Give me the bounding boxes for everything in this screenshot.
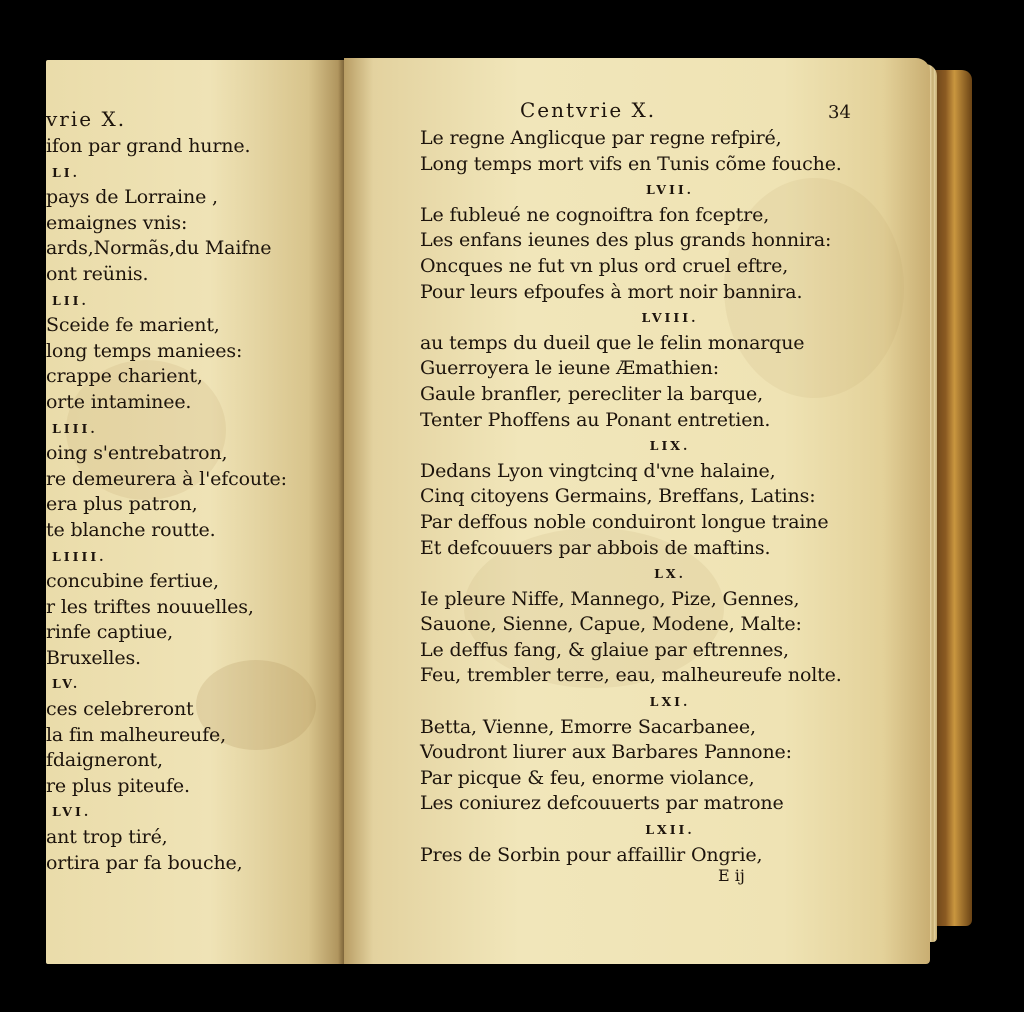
verse-line: Par picque & feu, enorme violance, xyxy=(420,766,755,789)
verse-line: Pres de Sorbin pour affaillir Ongrie, xyxy=(420,843,763,866)
quatrain-numeral: LIX. xyxy=(649,438,691,454)
verse-line: Par deffous noble conduiront longue traine xyxy=(420,510,829,533)
verse-line: Le deffus fang, & glaiue par eftrennes, xyxy=(420,638,789,661)
verse-line: Oncques ne fut vn plus ord cruel eftre, xyxy=(420,254,789,277)
verse-line: Les enfans ieunes des plus grands honnira: xyxy=(420,229,832,252)
quatrain-numeral: LVI. xyxy=(52,804,92,820)
verse-line: ces celebreront xyxy=(46,698,194,721)
quatrain-numeral: LVII. xyxy=(645,182,695,198)
quatrain-numeral: LX. xyxy=(654,566,686,582)
verse-line: ont reünis. xyxy=(46,262,149,285)
verse-line: rinfe captiue, xyxy=(46,621,173,644)
running-head-right: Centvrie X. xyxy=(520,98,657,122)
verse-line: Les coniurez defcouuerts par matrone xyxy=(420,792,784,815)
verse-line: Le fubleué ne cognoiftra fon fceptre, xyxy=(420,203,770,226)
quatrain-numeral: LXII. xyxy=(645,822,695,838)
verse-line: crappe charient, xyxy=(46,365,203,388)
verse-line: pays de Lorraine , xyxy=(46,186,218,209)
verse-line: Feu, trembler terre, eau, malheureufe nolte. xyxy=(420,664,842,687)
verse-line: au temps du dueil que le felin monarque xyxy=(420,331,805,354)
verse-line: Pour leurs efpoufes à mort noir bannira. xyxy=(420,280,803,303)
verse-line: ant trop tiré, xyxy=(46,826,168,849)
verse-line: Cinq citoyens Germains, Breffans, Latins: xyxy=(420,485,816,508)
page-number: 34 xyxy=(828,102,851,123)
verse-line: Guerroyera le ieune Æmathien: xyxy=(420,357,719,380)
verse-line: Long temps mort vifs en Tunis cõme fouche. xyxy=(420,152,842,175)
verse-line: ards,Normãs,du Maifne xyxy=(46,237,272,260)
running-head-left: vrie X. xyxy=(46,107,127,131)
verse-line: Dedans Lyon vingtcinq d'vne halaine, xyxy=(420,459,776,482)
quatrain-numeral: LII. xyxy=(52,292,89,308)
verse-line: Le regne Anglicque par regne refpiré, xyxy=(420,127,782,149)
verse-line: Betta, Vienne, Emorre Sacarbanee, xyxy=(420,715,756,738)
verse-line: emaignes vnis: xyxy=(46,211,188,234)
quatrain-numeral: LIIII. xyxy=(52,548,107,564)
verse-line: Bruxelles. xyxy=(46,646,141,669)
verse-line: la fin malheureufe, xyxy=(46,723,226,746)
verse-line: orte intaminee. xyxy=(46,390,192,413)
verse-line: Ie pleure Niffe, Mannego, Pize, Gennes, xyxy=(420,587,800,610)
quatrain-numeral: LI. xyxy=(52,164,80,180)
signature-mark: E ij xyxy=(718,866,745,885)
verse-line: era plus patron, xyxy=(46,493,198,516)
verse-line: Gaule branfler, perecliter la barque, xyxy=(420,382,764,405)
verse-line: r les triftes nouuelles, xyxy=(46,595,254,618)
verse-line: re demeurera à l'efcoute: xyxy=(46,467,287,490)
verse-line: Sceide fe marient, xyxy=(46,314,220,337)
verse-line: ifon par grand hurne. xyxy=(46,135,251,157)
left-page xyxy=(46,60,344,964)
quatrain-numeral: LXI. xyxy=(649,694,691,710)
verse-line: oing s'entrebatron, xyxy=(46,442,228,465)
right-page-text xyxy=(420,126,920,868)
verse-line: long temps maniees: xyxy=(46,339,243,362)
quatrain-numeral: LVIII. xyxy=(641,310,699,326)
verse-line: re plus piteufe. xyxy=(46,774,190,797)
verse-line: Et defcouuers par abbois de maftins. xyxy=(420,536,771,559)
verse-line: ortira par fa bouche, xyxy=(46,851,243,874)
right-page xyxy=(344,58,930,964)
verse-line: concubine fertiue, xyxy=(46,570,219,593)
verse-line: Sauone, Sienne, Capue, Modene, Malte: xyxy=(420,613,802,636)
verse-line: Voudront liurer aux Barbares Pannone: xyxy=(420,741,792,764)
verse-line: Tenter Phoffens au Ponant entretien. xyxy=(420,408,771,431)
verse-line: fdaigneront, xyxy=(46,749,163,772)
quatrain-numeral: LV. xyxy=(52,676,81,692)
left-page-text xyxy=(46,134,342,876)
verse-line: te blanche routte. xyxy=(46,518,216,541)
quatrain-numeral: LIII. xyxy=(52,420,98,436)
